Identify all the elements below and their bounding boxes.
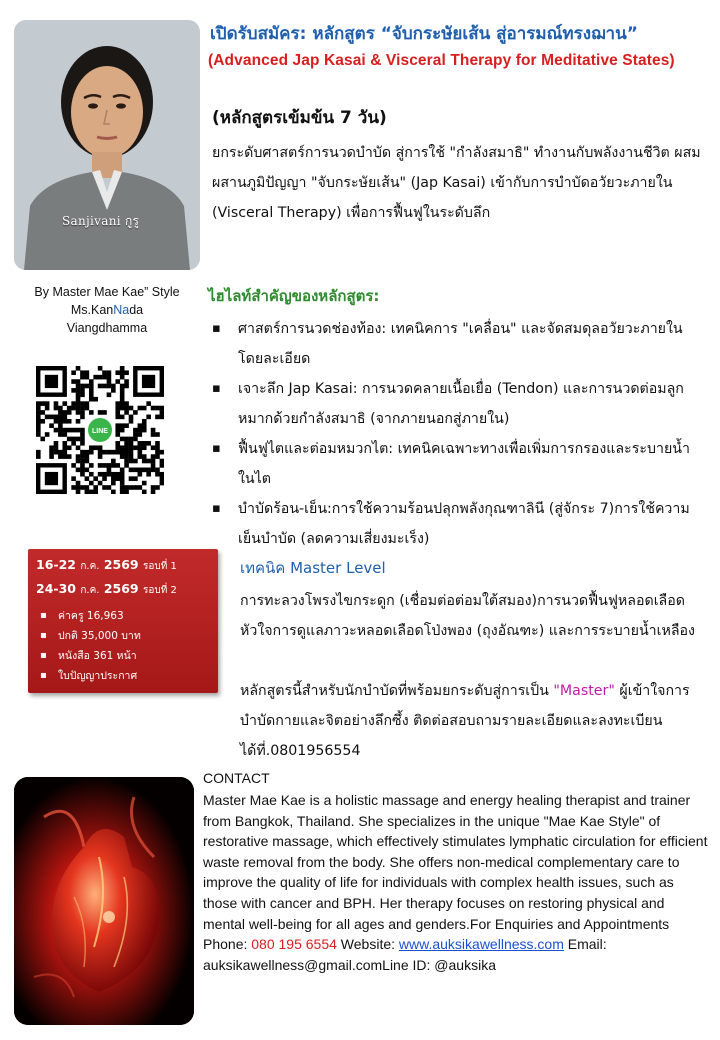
course-duration: (หลักสูตรเข้มข้น 7 วัน) (212, 108, 387, 128)
line-app-icon (86, 416, 114, 444)
course-title-thai: เปิดรับสมัคร: หลักสูตร “จับกระษัยเส้น สู่อารมณ์ทรงฌาน” (210, 24, 638, 44)
contact-bio: Master Mae Kae is a holistic massage and energy healing therapist and trainer from Bangkok, Thailand. She specializes in the unique "Mae Kae Style" of restorative massage, which effectively stimulates lymphatic circulation for efficient waste removal from the body. She offers non-medical complementary care to improve the quality of life for individuals with complex health issues, such as those with cancer and BPH. Her therapy focuses on restoring physical and mental well-being for all ages and genders.For Enquiries and Appointments Phone: (203, 792, 708, 953)
svg-text:LINE: LINE (92, 428, 108, 435)
highlights-list (212, 314, 704, 554)
portrait-illustration (14, 20, 200, 270)
cta-text: ผู้เข้าใจการบำบัดกายและจิตอย่างลึกซึ้ง ติดต่อสอบถามรายละเอียดและลงทะเบียนได้ที่.0801956554 (240, 683, 690, 759)
list-item: ▪ ศาสตร์การนวดช่องท้อง: เทคนิคการ "เคลื่อน" และจัดสมดุลอวัยวะภายในโดยละเอียด (212, 314, 704, 374)
byline-name-highlight: Na (113, 303, 130, 317)
byline-name-part: Ms.Kan (70, 303, 114, 317)
round-year: 2569 (103, 581, 139, 596)
schedule-details (36, 606, 210, 686)
website-link[interactable]: www.auksikawellness.com (398, 936, 564, 953)
byline-surname: Viangdhamma (66, 321, 148, 335)
list-item: ▪ เจาะลึก Jap Kasai: การนวดคลายเนื้อเยื่อ (Tendon) และการนวดต่อมลูกหมากด้วยกำลังสมาธิ (จากภายนอกสู่ภายใน) (212, 374, 704, 434)
master-label: "Master" (553, 683, 615, 699)
course-intro: ยกระดับศาสตร์การนวดบำบัด สู่การใช้ "กำลังสมาธิ" ทำงานกับพลังงานชีวิต ผสมผสานภูมิปัญญา "จับกระษัยเส้น" (Jap Kasai) เข้ากับการบำบัดอวัยวะภายใน (Visceral Therapy) เพื่อการฟื้นฟูในระดับลึก (212, 145, 701, 221)
round-dates: 24-30 (36, 581, 76, 596)
trainer-byline (4, 283, 210, 337)
schedule-round-2 (36, 578, 210, 602)
contact-heading: CONTACT (203, 770, 270, 786)
email-and-line-id[interactable]: auksikawellness@gmail.comLine ID: @auksika (203, 956, 496, 973)
contact-body (203, 790, 708, 975)
byline-style: By Master Mae Kae” Style (34, 285, 180, 299)
photo-caption: Sanjivani กูรู (62, 214, 140, 228)
email-label: Email: (563, 936, 607, 953)
qr-code-graphic (36, 366, 164, 494)
list-item: ▪ ฟื้นฟูไตและต่อมหมวกไต: เทคนิคเฉพาะทางเพื่อเพิ่มการกรองและระบายน้ำในไต (212, 434, 704, 494)
technique-heading: เทคนิค Master Level (240, 559, 386, 577)
schedule-round-1 (36, 554, 210, 578)
byline-name (4, 301, 210, 319)
phone-link[interactable]: 080 195 6554 (251, 936, 337, 953)
highlights-heading: ไฮไลท์สำคัญของหลักสูตร: (208, 287, 380, 305)
trainer-photo (14, 20, 200, 270)
website-label: Website: (336, 936, 399, 953)
list-item: ▪ ปกติ 35,000 บาท (36, 626, 210, 646)
cta-text: หลักสูตรนี้สำหรับนักบำบัดที่พร้อมยกระดับสู่การเป็น (240, 683, 554, 699)
list-item: ▪ หนังสือ 361 หน้า (36, 646, 210, 666)
list-item: ▪ ใบปัญญาประกาศ (36, 666, 210, 686)
round-year: 2569 (103, 557, 139, 572)
byline-name-part: da (129, 303, 144, 317)
heart-illustration (14, 777, 194, 1025)
round-dates: 16-22 (36, 557, 76, 572)
round-month: ก.ค. (80, 561, 100, 572)
heart-image (14, 777, 194, 1025)
round-label: รอบที่ 2 (142, 585, 177, 596)
round-label: รอบที่ 1 (142, 561, 177, 572)
technique-cta (240, 676, 706, 766)
list-item: ▪ ค่าครู 16,963 (36, 606, 210, 626)
course-title-english: (Advanced Jap Kasai & Visceral Therapy for Meditative States) (208, 52, 675, 69)
technique-body: การทะลวงโพรงไขกระดูก (เชื่อมต่อต่อมใต้สมอง)การนวดฟื้นฟูหลอดเลือดหัวใจการดูแลภาวะหลอดเลือดโป่งพอง (ถุงอัณฑะ) และการระบายน้ำเหลือง (240, 593, 695, 639)
round-month: ก.ค. (80, 585, 100, 596)
list-item: ▪ บำบัดร้อน-เย็น:การใช้ความร้อนปลุกพลังกุณฑาลินี (สู่จักระ 7)การใช้ความเย็นบำบัด (ลดความเสี่ยงมะเร็ง) (212, 494, 704, 554)
schedule-box (28, 549, 218, 693)
line-qr-code[interactable] (36, 366, 164, 494)
